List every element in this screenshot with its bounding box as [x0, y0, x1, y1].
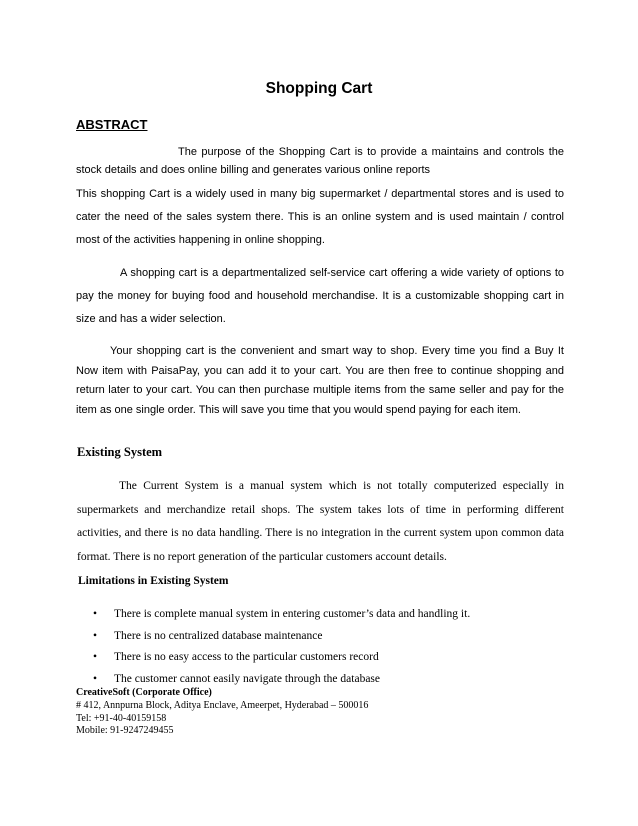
footer-company: CreativeSoft (Corporate Office) [76, 687, 212, 698]
limitations-heading: Limitations in Existing System [78, 575, 229, 587]
limitations-list [93, 604, 470, 690]
abstract-paragraph-4: Your shopping cart is the convenient and smart way to shop. Every time you find a Buy It Now item with PaisaPay, you can add it to your cart. You are then free to continue shopping and return later to your cart. You can then purchase multiple items from the same seller and pay for the item as one single order. This will save you time that you would spend paying for each item. [76, 345, 564, 416]
bullet-icon: • [93, 608, 98, 620]
bullet-icon: • [93, 651, 98, 663]
list-item-text: The customer cannot easily navigate through the database [114, 672, 380, 685]
bullet-icon: • [93, 672, 98, 685]
abstract-heading: ABSTRACT [76, 117, 148, 132]
bullet-icon: • [93, 629, 98, 642]
list-item [93, 626, 470, 648]
page-footer [76, 687, 368, 738]
footer-tel: Tel: +91-40-40159158 [76, 712, 167, 724]
footer-address: # 412, Annpurna Block, Aditya Enclave, Ameerpet, Hyderabad – 500016 [76, 699, 369, 711]
list-item [93, 647, 470, 669]
existing-system-heading: Existing System [77, 445, 163, 459]
footer-mobile: Mobile: 91-9247249455 [76, 725, 174, 737]
list-item-text: There is no easy access to the particular customers record [114, 651, 379, 663]
document-title: Shopping Cart [265, 80, 373, 97]
list-item [93, 604, 470, 626]
abstract-paragraph-1: The purpose of the Shopping Cart is to provide a maintains and controls the stock details and does online billing and generates various online reports [76, 146, 564, 176]
abstract-paragraph-3: A shopping cart is a departmentalized self-service cart offering a wide variety of options to pay the money for buying food and household merchandise. It is a customizable shopping cart in size and has a wider selection. [76, 267, 564, 325]
abstract-paragraph-2: This shopping Cart is a widely used in many big supermarket / departmental stores and is used to cater the need of the sales system there. This is an online system and is used maintain / control most of the activities happening in online shopping. [76, 188, 564, 246]
list-item-text: There is complete manual system in entering customer’s data and handling it. [114, 608, 471, 620]
existing-system-paragraph: The Current System is a manual system which is not totally computerized especially in supermarkets and merchandize retail shops. The system takes lots of time in performing different activities, and there is no data handling. There is no integration in the current system upon common data format. There is no report generation of the particular customers account details. [77, 480, 564, 563]
list-item-text: There is no centralized database maintenance [114, 629, 323, 642]
